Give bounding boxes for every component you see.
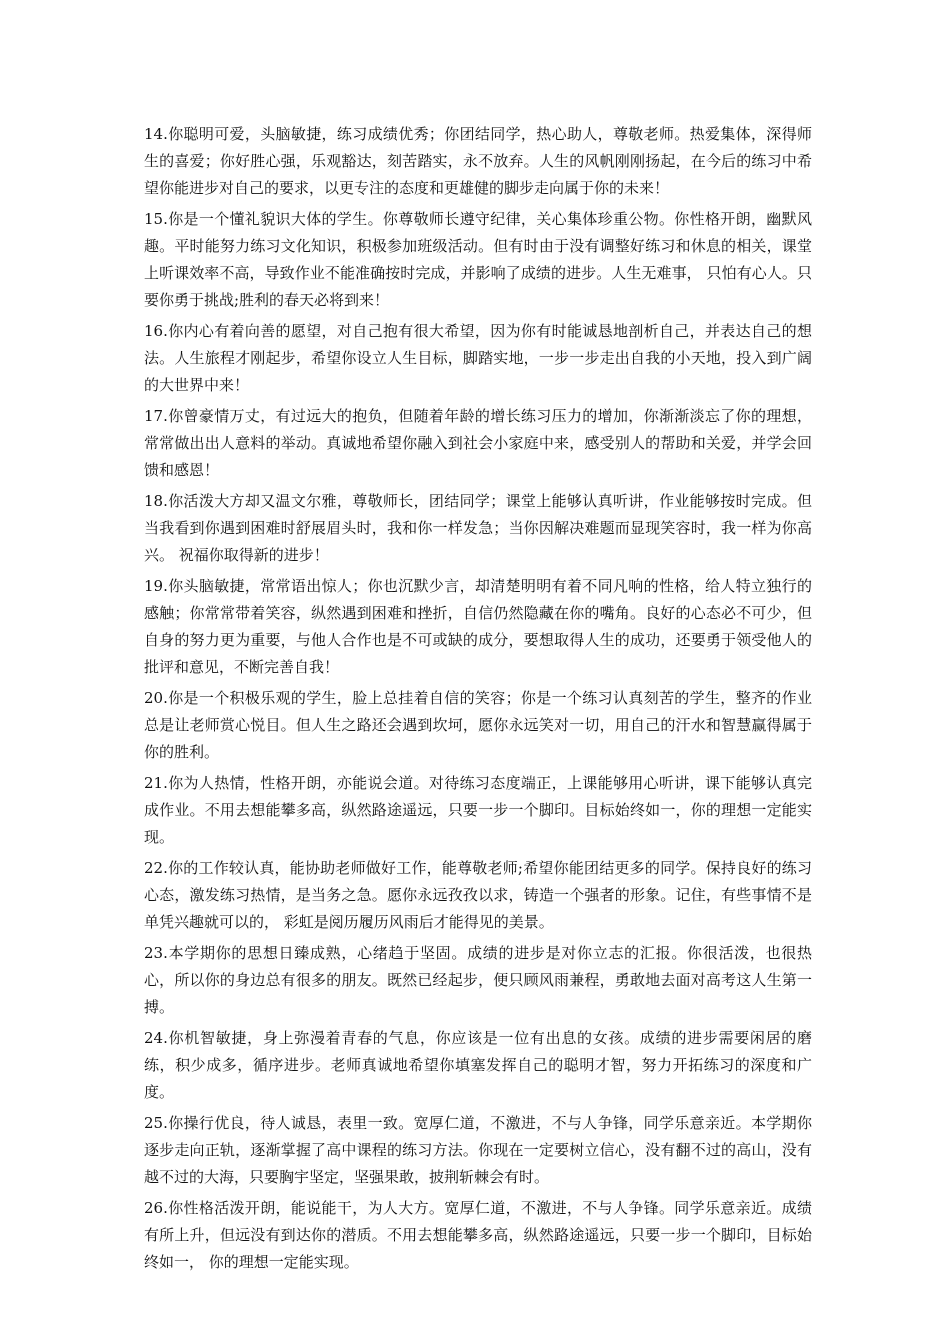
comment-paragraph-23: 23.本学期你的思想日臻成熟，心绪趋于坚固。成绩的进步是对你立志的汇报。你很活泼，也很热心，所以你的身边总有很多的朋友。既然已经起步，便只顾风雨兼程，勇敢地去面对高考这人生第一搏。: [144, 944, 812, 1016]
comment-paragraph-19: 19.你头脑敏捷，常常语出惊人；你也沉默少言，却清楚明明有着不同凡响的性格，给人特立独行的感触；你常常带着笑容，纵然遇到困难和挫折，自信仍然隐藏在你的嘴角。良好的心态必不可少，但自身的努力更为重要，与他人合作也是不可或缺的成分，要想取得人生的成功，还要勇于领受他人的批评和意见，不断完善自我！: [144, 577, 812, 676]
comment-paragraph-17: 17.你曾豪情万丈，有过远大的抱负，但随着年龄的增长练习压力的增加，你渐渐淡忘了你的理想，常常做出出人意料的举动。真诚地希望你融入到社会小家庭中来，感受别人的帮助和关爱，并学会回馈和感恩！: [144, 407, 812, 479]
comment-paragraph-22: 22.你的工作较认真，能协助老师做好工作，能尊敬老师;希望你能团结更多的同学。保持良好的练习心态，激发练习热情，是当务之急。愿你永远孜孜以求，铸造一个强者的形象。记住，有些事情不是单凭兴趣就可以的， 彩虹是阅历履历风雨后才能得见的美景。: [144, 859, 812, 931]
comment-paragraph-14: 14.你聪明可爱，头脑敏捷，练习成绩优秀；你团结同学，热心助人，尊敬老师。热爱集体，深得师生的喜爱；你好胜心强，乐观豁达，刻苦踏实，永不放弃。人生的风帆刚刚扬起，在今后的练习中希望你能进步对自己的要求，以更专注的态度和更雄健的脚步走向属于你的未来！: [144, 125, 812, 197]
comment-paragraph-16: 16.你内心有着向善的愿望，对自己抱有很大希望，因为你有时能诚恳地剖析自己，并表达自己的想法。人生旅程才刚起步，希望你设立人生目标，脚踏实地，一步一步走出自我的小天地，投入到广阔的大世界中来！: [144, 322, 812, 394]
comment-paragraph-20: 20.你是一个积极乐观的学生，脸上总挂着自信的笑容；你是一个练习认真刻苦的学生，整齐的作业总是让老师赏心悦目。但人生之路还会遇到坎坷，愿你永远笑对一切，用自己的汗水和智慧赢得属于你的胜利。: [144, 689, 812, 761]
comment-paragraph-24: 24.你机智敏捷，身上弥漫着青春的气息，你应该是一位有出息的女孩。成绩的进步需要闲居的磨练，积少成多，循序进步。老师真诚地希望你填塞发挥自己的聪明才智，努力开拓练习的深度和广度。: [144, 1029, 812, 1101]
comment-paragraph-21: 21.你为人热情，性格开朗，亦能说会道。对待练习态度端正，上课能够用心听讲，课下能够认真完成作业。不用去想能攀多高，纵然路途遥远，只要一步一个脚印。目标始终如一，你的理想一定能实现。: [144, 774, 812, 846]
comment-paragraph-15: 15.你是一个懂礼貌识大体的学生。你尊敬师长遵守纪律，关心集体珍重公物。你性格开朗，幽默风趣。平时能努力练习文化知识，积极参加班级活动。但有时由于没有调整好练习和休息的相关，课堂上听课效率不高，导致作业不能准确按时完成，并影响了成绩的进步。人生无难事， 只怕有心人。只要你勇于挑战;胜利的春天必将到来！: [144, 210, 812, 309]
document-body: [144, 121, 812, 1280]
comment-paragraph-18: 18.你活泼大方却又温文尔雅，尊敬师长，团结同学；课堂上能够认真听讲，作业能够按时完成。但当我看到你遇到困难时舒展眉头时，我和你一样发急；当你因解决难题而显现笑容时，我一样为你高兴。 祝福你取得新的进步！: [144, 492, 812, 564]
comment-paragraph-25: 25.你操行优良，待人诚恳，表里一致。宽厚仁道，不激进，不与人争锋，同学乐意亲近。本学期你逐步走向正轨，逐渐掌握了高中课程的练习方法。你现在一定要树立信心，没有翻不过的高山，没有越不过的大海，只要胸宇坚定，坚强果敢，披荆斩棘会有时。: [144, 1114, 812, 1186]
comment-paragraph-26: 26.你性格活泼开朗，能说能干，为人大方。宽厚仁道，不激进，不与人争锋。同学乐意亲近。成绩有所上升，但远没有到达你的潜质。不用去想能攀多高，纵然路途遥远，只要一步一个脚印，目标始终如一， 你的理想一定能实现。: [144, 1199, 812, 1271]
